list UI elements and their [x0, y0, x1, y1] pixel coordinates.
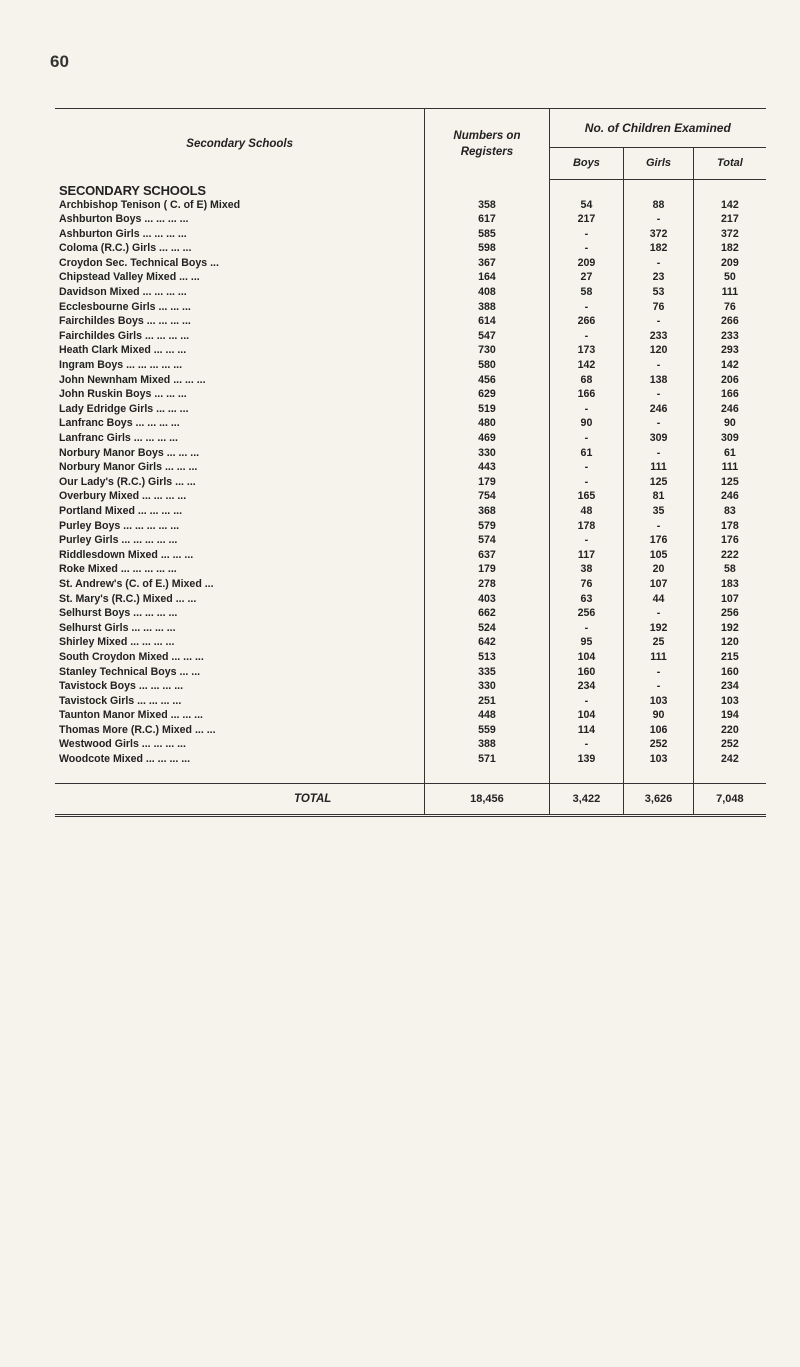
girls-examined-cell: 372: [624, 227, 693, 242]
table-row: [55, 198, 766, 213]
boys-examined-cell: 48: [580, 504, 593, 517]
registers-cell: 469: [425, 431, 549, 446]
girls-examined-cell: 107: [624, 577, 693, 592]
girls-examined-cell: 192: [624, 621, 693, 636]
registers-cell: 456: [425, 373, 549, 388]
total-examined-cell: 256: [721, 607, 739, 620]
girls-examined-cell: -: [624, 665, 693, 680]
boys-examined-cell: 139: [577, 753, 596, 766]
table-row: [55, 562, 766, 577]
boys-examined-cell: 142: [577, 359, 596, 372]
girls-examined-cell: 103: [624, 752, 693, 767]
table-row: [55, 329, 766, 344]
total-examined-cell: 192: [721, 621, 739, 634]
registers-header-line1: Numbers on: [453, 130, 521, 142]
table-row: [55, 475, 766, 490]
total-examined-cell: 50: [723, 271, 736, 284]
girls-examined-cell: 111: [624, 460, 693, 475]
school-name-cell: Tavistock Boys ... ... ... ...: [59, 680, 184, 693]
boys-examined-cell: 63: [580, 592, 593, 605]
girls-examined-cell: -: [624, 314, 693, 329]
girls-examined-cell: 20: [624, 562, 693, 577]
boys-examined-cell: 58: [580, 286, 593, 299]
registers-cell: 580: [425, 358, 549, 373]
boys-examined-cell: 104: [577, 709, 596, 722]
registers-cell: 358: [425, 198, 549, 213]
girls-examined-cell: -: [624, 256, 693, 271]
boys-examined-cell: 234: [577, 680, 596, 693]
grand-total-cell: 7,048: [693, 783, 766, 815]
school-name-cell: St. Andrew's (C. of E.) Mixed ...: [59, 577, 214, 590]
total-examined-cell: 83: [723, 504, 736, 517]
total-examined-cell: 107: [721, 592, 739, 605]
boys-examined-cell: 54: [580, 198, 593, 211]
total-row: [55, 783, 766, 815]
registers-cell: 547: [425, 329, 549, 344]
registers-cell: 730: [425, 343, 549, 358]
girls-examined-cell: 81: [624, 489, 693, 504]
table-row: [55, 446, 766, 461]
boys-examined-cell: 209: [577, 256, 596, 269]
total-examined-cell: 309: [721, 432, 739, 444]
boys-examined-cell: 114: [577, 723, 595, 736]
girls-examined-cell: -: [624, 679, 693, 694]
girls-examined-cell: 246: [624, 402, 693, 417]
school-name-cell: Roke Mixed ... ... ... ... ...: [59, 563, 177, 576]
girls-examined-cell: 138: [624, 373, 693, 388]
total-label: TOTAL: [55, 783, 425, 815]
school-name-cell: Selhurst Girls ... ... ... ...: [59, 621, 176, 634]
registers-column-header: [425, 109, 549, 180]
boys-examined-cell: 166: [577, 388, 596, 401]
table-row: [55, 577, 766, 592]
school-name-cell: John Newnham Mixed ... ... ...: [59, 373, 206, 386]
girls-examined-cell: 90: [624, 708, 693, 723]
boys-examined-cell: 104: [577, 650, 596, 663]
school-name-cell: Stanley Technical Boys ... ...: [59, 665, 201, 678]
boys-examined-cell: 76: [580, 577, 593, 590]
total-examined-cell: 90: [723, 417, 736, 430]
girls-examined-cell: -: [624, 212, 693, 227]
total-girls-cell: 3,626: [624, 783, 693, 815]
registers-cell: 519: [425, 402, 549, 417]
total-examined-cell: 234: [721, 680, 739, 693]
table-row: [55, 752, 766, 767]
table-row: [55, 665, 766, 680]
school-name-cell: Fairchildes Girls ... ... ... ...: [59, 329, 190, 342]
registers-cell: 448: [425, 708, 549, 723]
school-name-cell: Our Lady's (R.C.) Girls ... ...: [59, 475, 196, 488]
table-row: [55, 694, 766, 709]
school-name-cell: Lanfranc Girls ... ... ... ...: [59, 432, 178, 444]
girls-examined-cell: 125: [624, 475, 693, 490]
girls-examined-cell: -: [624, 416, 693, 431]
table-row: [55, 533, 766, 548]
table-row: [55, 592, 766, 607]
boys-examined-cell: 61: [580, 446, 593, 459]
registers-cell: 330: [425, 446, 549, 461]
school-name-cell: Thomas More (R.C.) Mixed ... ...: [59, 723, 216, 736]
table-row: [55, 227, 766, 242]
table-row: [55, 358, 766, 373]
total-examined-cell: 246: [721, 402, 739, 415]
table-row: [55, 460, 766, 475]
boys-examined-cell: -: [584, 738, 589, 751]
girls-examined-cell: 252: [624, 737, 693, 752]
total-examined-cell: 142: [721, 359, 739, 372]
school-name-cell: Fairchildes Boys ... ... ... ...: [59, 315, 191, 328]
total-examined-cell: 220: [721, 723, 739, 736]
boys-examined-cell: 27: [580, 271, 593, 284]
school-name-cell: Ecclesbourne Girls ... ... ...: [59, 300, 191, 313]
table-row: [55, 402, 766, 417]
total-examined-cell: 176: [721, 534, 739, 547]
table-row: [55, 635, 766, 650]
schools-column-header: Secondary Schools: [55, 109, 425, 180]
total-column-header: Total: [693, 147, 766, 179]
girls-examined-cell: -: [624, 606, 693, 621]
boys-examined-cell: 90: [580, 417, 593, 430]
boys-examined-cell: 266: [577, 315, 596, 328]
total-examined-cell: 266: [721, 315, 739, 328]
registers-cell: 642: [425, 635, 549, 650]
registers-cell: 480: [425, 416, 549, 431]
school-name-cell: Overbury Mixed ... ... ... ...: [59, 490, 187, 503]
girls-examined-cell: 233: [624, 329, 693, 344]
boys-examined-cell: -: [584, 461, 589, 474]
table-row: [55, 300, 766, 315]
girls-examined-cell: 25: [624, 635, 693, 650]
school-name-cell: Tavistock Girls ... ... ... ...: [59, 694, 182, 707]
total-examined-cell: 222: [721, 548, 739, 561]
girls-examined-cell: 103: [624, 694, 693, 709]
total-examined-cell: 182: [721, 242, 739, 255]
registers-cell: 614: [425, 314, 549, 329]
registers-cell: 662: [425, 606, 549, 621]
table-row: [55, 504, 766, 519]
school-name-cell: Lanfranc Boys ... ... ... ...: [59, 417, 180, 430]
page-number: 60: [50, 52, 69, 71]
registers-cell: 403: [425, 592, 549, 607]
registers-cell: 367: [425, 256, 549, 271]
boys-examined-cell: -: [584, 227, 589, 240]
girls-examined-cell: 105: [624, 548, 693, 563]
table-row: [55, 489, 766, 504]
girls-examined-cell: 111: [624, 650, 693, 665]
spacer-row: [55, 767, 766, 784]
registers-cell: 278: [425, 577, 549, 592]
total-examined-cell: 233: [721, 329, 739, 342]
boys-examined-cell: 95: [580, 636, 593, 649]
school-name-cell: Ashburton Girls ... ... ... ...: [59, 227, 187, 240]
boys-examined-cell: 173: [577, 344, 596, 357]
school-name-cell: Chipstead Valley Mixed ... ...: [59, 271, 200, 284]
registers-cell: 617: [425, 212, 549, 227]
total-examined-cell: 120: [721, 636, 739, 649]
school-name-cell: Woodcote Mixed ... ... ... ...: [59, 753, 191, 766]
registers-cell: 579: [425, 519, 549, 534]
registers-cell: 408: [425, 285, 549, 300]
school-name-cell: Taunton Manor Mixed ... ... ...: [59, 709, 203, 722]
boys-examined-cell: 256: [577, 607, 596, 620]
boys-examined-cell: -: [584, 300, 589, 313]
table-row: [55, 416, 766, 431]
girls-examined-cell: -: [624, 358, 693, 373]
table-row: [55, 270, 766, 285]
total-examined-cell: 76: [723, 300, 736, 313]
school-name-cell: Croydon Sec. Technical Boys ...: [59, 256, 219, 269]
girls-examined-cell: 182: [624, 241, 693, 256]
table-row: [55, 650, 766, 665]
school-name-cell: Lady Edridge Girls ... ... ...: [59, 402, 189, 415]
table-row: [55, 723, 766, 738]
school-name-cell: Heath Clark Mixed ... ... ...: [59, 344, 187, 357]
total-examined-cell: 194: [721, 709, 739, 722]
total-examined-cell: 178: [721, 519, 739, 532]
school-name-cell: Westwood Girls ... ... ... ...: [59, 738, 186, 751]
total-registers-cell: 18,456: [425, 783, 549, 815]
registers-cell: 368: [425, 504, 549, 519]
girls-examined-cell: 35: [624, 504, 693, 519]
boys-examined-cell: 178: [577, 519, 596, 532]
boys-examined-cell: 160: [577, 665, 596, 678]
girls-examined-cell: 44: [624, 592, 693, 607]
total-examined-cell: 372: [721, 227, 739, 240]
total-examined-cell: 209: [721, 256, 739, 269]
girls-examined-cell: -: [624, 519, 693, 534]
total-examined-cell: 160: [721, 665, 739, 678]
boys-examined-cell: -: [584, 621, 589, 634]
girls-examined-cell: 309: [624, 431, 693, 446]
registers-cell: 559: [425, 723, 549, 738]
total-examined-cell: 242: [721, 753, 739, 766]
total-examined-cell: 142: [721, 198, 739, 211]
girls-examined-cell: 23: [624, 270, 693, 285]
total-examined-cell: 206: [721, 373, 739, 386]
registers-cell: 574: [425, 533, 549, 548]
total-examined-cell: 293: [721, 344, 739, 357]
total-examined-cell: 166: [721, 388, 739, 401]
school-name-cell: Purley Boys ... ... ... ... ...: [59, 519, 180, 532]
table-row: [55, 621, 766, 636]
table-row: [55, 285, 766, 300]
table-row: [55, 431, 766, 446]
boys-examined-cell: -: [584, 475, 589, 488]
registers-cell: 629: [425, 387, 549, 402]
total-examined-cell: 111: [721, 286, 739, 299]
secondary-schools-table: [55, 108, 766, 817]
boys-examined-cell: 217: [577, 213, 596, 226]
girls-column-header: Girls: [624, 147, 693, 179]
registers-cell: 251: [425, 694, 549, 709]
table-row: [55, 606, 766, 621]
boys-examined-cell: 117: [577, 548, 595, 561]
school-name-cell: Selhurst Boys ... ... ... ...: [59, 607, 178, 620]
table-row: [55, 212, 766, 227]
school-name-cell: Ingram Boys ... ... ... ... ...: [59, 359, 183, 372]
boys-column-header: Boys: [549, 147, 624, 179]
registers-cell: 571: [425, 752, 549, 767]
school-name-cell: John Ruskin Boys ... ... ...: [59, 388, 187, 401]
table-header-row: [55, 109, 766, 148]
registers-header-line2: Registers: [460, 146, 514, 158]
school-name-cell: South Croydon Mixed ... ... ...: [59, 650, 204, 663]
table-row: [55, 387, 766, 402]
registers-cell: 443: [425, 460, 549, 475]
total-examined-cell: 183: [721, 577, 739, 590]
boys-examined-cell: 38: [580, 563, 593, 576]
total-examined-cell: 252: [721, 738, 739, 751]
boys-examined-cell: 68: [580, 373, 593, 386]
school-name-cell: Shirley Mixed ... ... ... ...: [59, 636, 175, 649]
school-name-cell: Coloma (R.C.) Girls ... ... ...: [59, 242, 192, 255]
school-name-cell: Riddlesdown Mixed ... ... ...: [59, 548, 194, 561]
boys-examined-cell: -: [584, 402, 589, 415]
school-name-cell: St. Mary's (R.C.) Mixed ... ...: [59, 592, 197, 605]
registers-cell: 388: [425, 737, 549, 752]
examined-column-header: No. of Children Examined: [549, 109, 766, 148]
table-row: [55, 548, 766, 563]
total-boys-cell: 3,422: [549, 783, 624, 815]
school-name-cell: Archbishop Tenison ( C. of E) Mixed: [59, 198, 241, 211]
boys-examined-cell: -: [584, 534, 589, 547]
girls-examined-cell: 53: [624, 285, 693, 300]
table-row: [55, 737, 766, 752]
total-examined-cell: 61: [723, 446, 736, 459]
table-row: [55, 343, 766, 358]
section-heading: SECONDARY SCHOOLS: [59, 182, 206, 198]
girls-examined-cell: -: [624, 387, 693, 402]
girls-examined-cell: 76: [624, 300, 693, 315]
registers-cell: 754: [425, 489, 549, 504]
table-row: [55, 519, 766, 534]
total-examined-cell: 217: [721, 213, 739, 226]
table-row: [55, 314, 766, 329]
girls-examined-cell: -: [624, 446, 693, 461]
girls-examined-cell: 176: [624, 533, 693, 548]
table-body: [55, 179, 766, 815]
total-examined-cell: 246: [721, 490, 739, 503]
registers-cell: 388: [425, 300, 549, 315]
registers-cell: 330: [425, 679, 549, 694]
table-row: [55, 679, 766, 694]
registers-cell: 513: [425, 650, 549, 665]
total-examined-cell: 111: [721, 461, 739, 474]
total-examined-cell: 215: [721, 650, 739, 663]
section-heading-row: [55, 179, 766, 198]
registers-cell: 179: [425, 475, 549, 490]
total-examined-cell: 125: [721, 475, 739, 488]
school-name-cell: Norbury Manor Boys ... ... ...: [59, 446, 200, 459]
girls-examined-cell: 106: [624, 723, 693, 738]
boys-examined-cell: -: [584, 329, 589, 342]
girls-examined-cell: 120: [624, 343, 693, 358]
girls-examined-cell: 88: [624, 198, 693, 213]
boys-examined-cell: -: [584, 242, 589, 255]
registers-cell: 335: [425, 665, 549, 680]
boys-examined-cell: 165: [577, 490, 596, 503]
total-examined-cell: 103: [721, 694, 739, 707]
registers-cell: 524: [425, 621, 549, 636]
registers-cell: 585: [425, 227, 549, 242]
table-row: [55, 373, 766, 388]
table-row: [55, 241, 766, 256]
school-name-cell: Purley Girls ... ... ... ... ...: [59, 534, 178, 547]
registers-cell: 179: [425, 562, 549, 577]
boys-examined-cell: -: [584, 694, 589, 707]
school-name-cell: Ashburton Boys ... ... ... ...: [59, 213, 189, 226]
registers-cell: 637: [425, 548, 549, 563]
school-name-cell: Norbury Manor Girls ... ... ...: [59, 461, 198, 474]
table-row: [55, 708, 766, 723]
table-row: [55, 256, 766, 271]
school-name-cell: Davidson Mixed ... ... ... ...: [59, 286, 187, 299]
registers-cell: 598: [425, 241, 549, 256]
boys-examined-cell: -: [584, 432, 589, 444]
registers-cell: 164: [425, 270, 549, 285]
total-examined-cell: 58: [723, 563, 736, 576]
school-name-cell: Portland Mixed ... ... ... ...: [59, 504, 183, 517]
